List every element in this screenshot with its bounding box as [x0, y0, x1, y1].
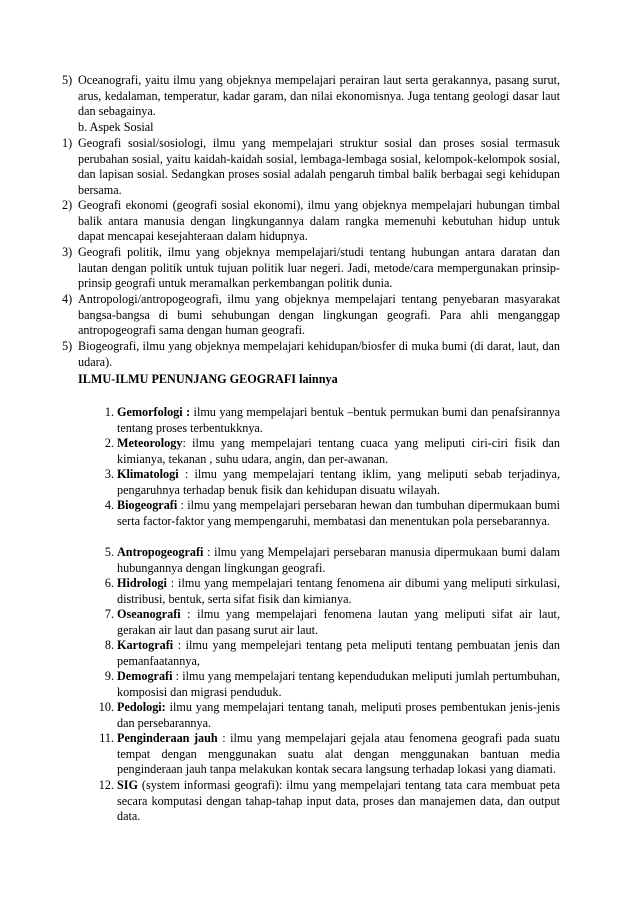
item-text: Geografi politik, ilmu yang objeknya mempelajari/studi tentang hubungan antara daratan dan lautan dengan politik untuk tujuan politik luar negeri. Jadi, metode/cara mempergunakan prinsip-prinsip geografi untuk meramalkan perkembangan politik dunia. — [78, 245, 560, 291]
list-number: 5. — [104, 545, 114, 559]
term: Meteorology — [117, 436, 183, 450]
section-b-label: b. Aspek Sosial — [78, 120, 154, 134]
list-number: 6. — [104, 576, 114, 590]
definition: : ilmu yang mempelejari tentang peta meliputi tentang pembuatan jenis dan pemanfaatannya, — [117, 638, 560, 668]
section-heading: ILMU-ILMU PENUNJANG GEOGRAFI lainnya — [78, 372, 338, 386]
list-item — [92, 700, 560, 731]
list-number: 1. — [104, 405, 114, 419]
list-number: 4. — [104, 498, 114, 512]
list-number: 10. — [98, 700, 114, 714]
term: SIG — [117, 778, 139, 792]
list-item — [92, 405, 560, 436]
item-number: 5) — [62, 339, 73, 353]
term: Oseanografi — [117, 607, 181, 621]
term: Gemorfologi : — [117, 405, 191, 419]
definition: : ilmu yang Mempelajari persebaran manusia dipermukaan bumi dalam hubungannya dengan lingkungan geografi. — [117, 545, 560, 575]
list-number: 8. — [104, 638, 114, 652]
paragraph-geografi-politik — [62, 245, 560, 292]
term: Pedologi: — [117, 700, 166, 714]
list-item — [92, 498, 560, 529]
list-item — [92, 638, 560, 669]
item-text: Oceanografi, yaitu ilmu yang objeknya mempelajari perairan laut serta gerakannya, pasang surut, arus, kedalaman, temperatur, kadar garam, dan nilai ekonomisnya. Juga tentang geologi dasar laut dan sebagainya. — [78, 73, 560, 119]
paragraph-geografi-ekonomi — [62, 198, 560, 245]
item-text: Biogeografi, ilmu yang objeknya mempelajari kehidupan/biosfer di muka bumi (di darat, laut, dan udara). — [78, 339, 560, 369]
definition: (system informasi geografi): ilmu yang mempelajari tentang tata cara membuat peta secara komputasi dengan tahap-tahap input data, proses dan manajemen data, dan output data. — [117, 778, 560, 824]
item-number: 2) — [62, 198, 73, 212]
definition: : ilmu yang mempelajari tentang iklim, yang meliputi sebab terjadinya, pengaruhnya terhadap benuk fisik dan kehidupan disuatu wilayah. — [117, 467, 560, 497]
list-number: 7. — [104, 607, 114, 621]
item-number: 5) — [62, 73, 73, 87]
item-number: 4) — [62, 292, 73, 306]
term: Penginderaan jauh — [117, 731, 218, 745]
definition: : ilmu yang mempelajari fenomena lautan yang meliputi sifat air laut, gerakan air laut dan pasang surut air laut. — [117, 607, 560, 637]
list-item — [92, 467, 560, 498]
list-item — [92, 731, 560, 778]
item-text: Antropologi/antropogeografi, ilmu yang objeknya mempelajari tentang penyebaran masyarakat bangsa-bangsa di bumi sehubungan dengan lingkungan geografi. Para ahli menganggap antropogeografi sama dengan human geografi. — [78, 292, 560, 338]
paragraph-biogeografi — [62, 339, 560, 370]
list-item — [92, 436, 560, 467]
term: Kartografi — [117, 638, 174, 652]
paragraph-antropologi — [62, 292, 560, 339]
term: Biogeografi — [117, 498, 178, 512]
paragraph-geografi-sosial — [62, 136, 560, 198]
term: Demografi — [117, 669, 173, 683]
list-number: 3. — [104, 467, 114, 481]
item-number: 1) — [62, 136, 73, 150]
definition: : ilmu yang mempelajari tentang kependudukan meliputi jumlah pertumbuhan, komposisi dan migrasi penduduk. — [117, 669, 560, 699]
list-item — [92, 576, 560, 607]
definition: : ilmu yang mempelajari tentang cuaca yang meliputi ciri-ciri fisik dan kimianya, tekanan , suhu udara, angin, dan per-awanan. — [117, 436, 560, 466]
list-item — [92, 778, 560, 825]
item-text: Geografi sosial/sosiologi, ilmu yang mempelajari struktur sosial dan proses sosial termasuk perubahan sosial, yaitu kaidah-kaidah sosial, lembaga-lembaga sosial, kelompok-kelompok sosial, dan lapisan sosial. Sedangkan proses sosial adalah pengaruh timbal balik berbagai segi kehidupan bersama. — [78, 136, 560, 197]
list-item — [92, 545, 560, 576]
definition: : ilmu yang mempelajari persebaran hewan dan tumbuhan dipermukaan bumi serta factor-faktor yang mempengaruhi, membatasi dan menentukan pola persebarannya. — [117, 498, 560, 528]
definition: ilmu yang mempelajari tentang tanah, meliputi proses pembentukan jenis-jenis dan persebarannya. — [117, 700, 560, 730]
list-item — [92, 607, 560, 638]
item-text: Geografi ekonomi (geografi sosial ekonomi), ilmu yang objeknya mempelajari hubungan timbal balik antara manusia dengan lingkungannya dalam rangka memenuhi kebutuhan hidup untuk dapat mencapai kesejahteraan dalam hidupnya. — [78, 198, 560, 244]
definition: ilmu yang mempelajari bentuk –bentuk permukan bumi dan penafsirannya tentang proses terbentukknya. — [117, 405, 560, 435]
term: Antropogeografi — [117, 545, 204, 559]
list-number: 12. — [98, 778, 114, 792]
list-item — [92, 669, 560, 700]
paragraph-oceanografi — [62, 73, 560, 120]
list-number: 11. — [99, 731, 114, 745]
term: Hidrologi — [117, 576, 167, 590]
term: Klimatologi — [117, 467, 179, 481]
list-number: 9. — [104, 669, 114, 683]
item-number: 3) — [62, 245, 73, 259]
definition: : ilmu yang mempelajari tentang fenomena air dibumi yang meliputi sirkulasi, distribusi, bentuk, serta sifat fisik dan kimianya. — [117, 576, 560, 606]
definition: : ilmu yang mempelajari gejala atau fenomena geografi pada suatu tempat dengan menggunakan suatu alat dengan menggunakan bantuan media penginderaan jauh tanpa melakukan kontak secara langsung terhadap lokasi yang diamati. — [117, 731, 560, 777]
list-number: 2. — [104, 436, 114, 450]
